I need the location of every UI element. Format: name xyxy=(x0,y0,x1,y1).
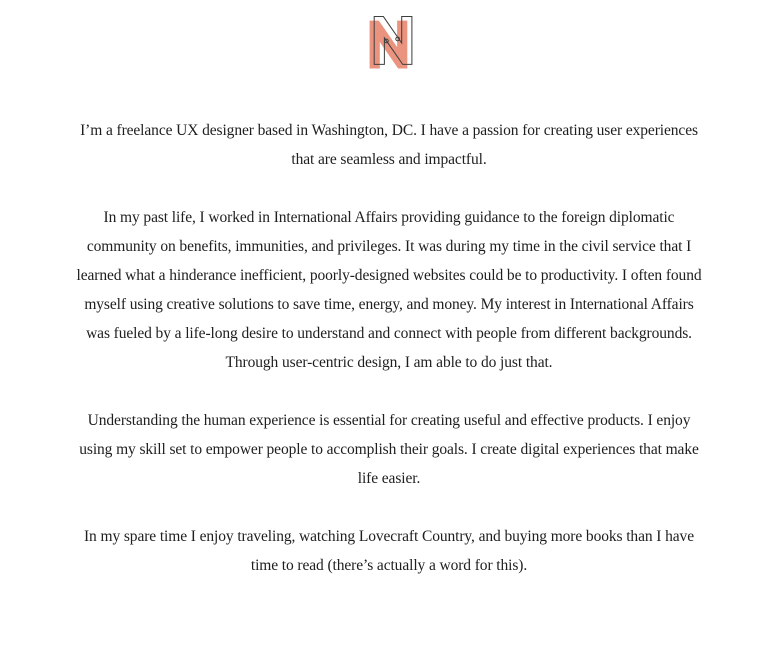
about-paragraph-intro: I’m a freelance UX designer based in Washington, DC. I have a passion for creating user experiences that are seamless and impactful. xyxy=(80,122,698,168)
logo[interactable] xyxy=(368,15,413,69)
site-header xyxy=(0,0,768,74)
about-paragraph-spare-time: In my spare time I enjoy traveling, watching Lovecraft Country, and buying more books than I have time to read (there’s actually a word for this). xyxy=(84,528,694,574)
n-monogram-icon xyxy=(368,15,413,69)
about-paragraph-past-life: In my past life, I worked in International Affairs providing guidance to the foreign diplomatic community on benefits, immunities, and privileges. It was during my time in the civil service that I learned what a hinderance inefficient, poorly-designed websites could be to productivity. I often found myself using creative solutions to save time, energy, and money. My interest in International Affairs was fueled by a life-long desire to understand and connect with people from different backgrounds. Through user-centric design, I am able to do just that. xyxy=(76,209,702,371)
about-section xyxy=(74,116,704,580)
about-paragraph-philosophy: Understanding the human experience is essential for creating useful and effective products. I enjoy using my skill set to empower people to accomplish their goals. I create digital experiences that make life easier. xyxy=(79,412,699,487)
